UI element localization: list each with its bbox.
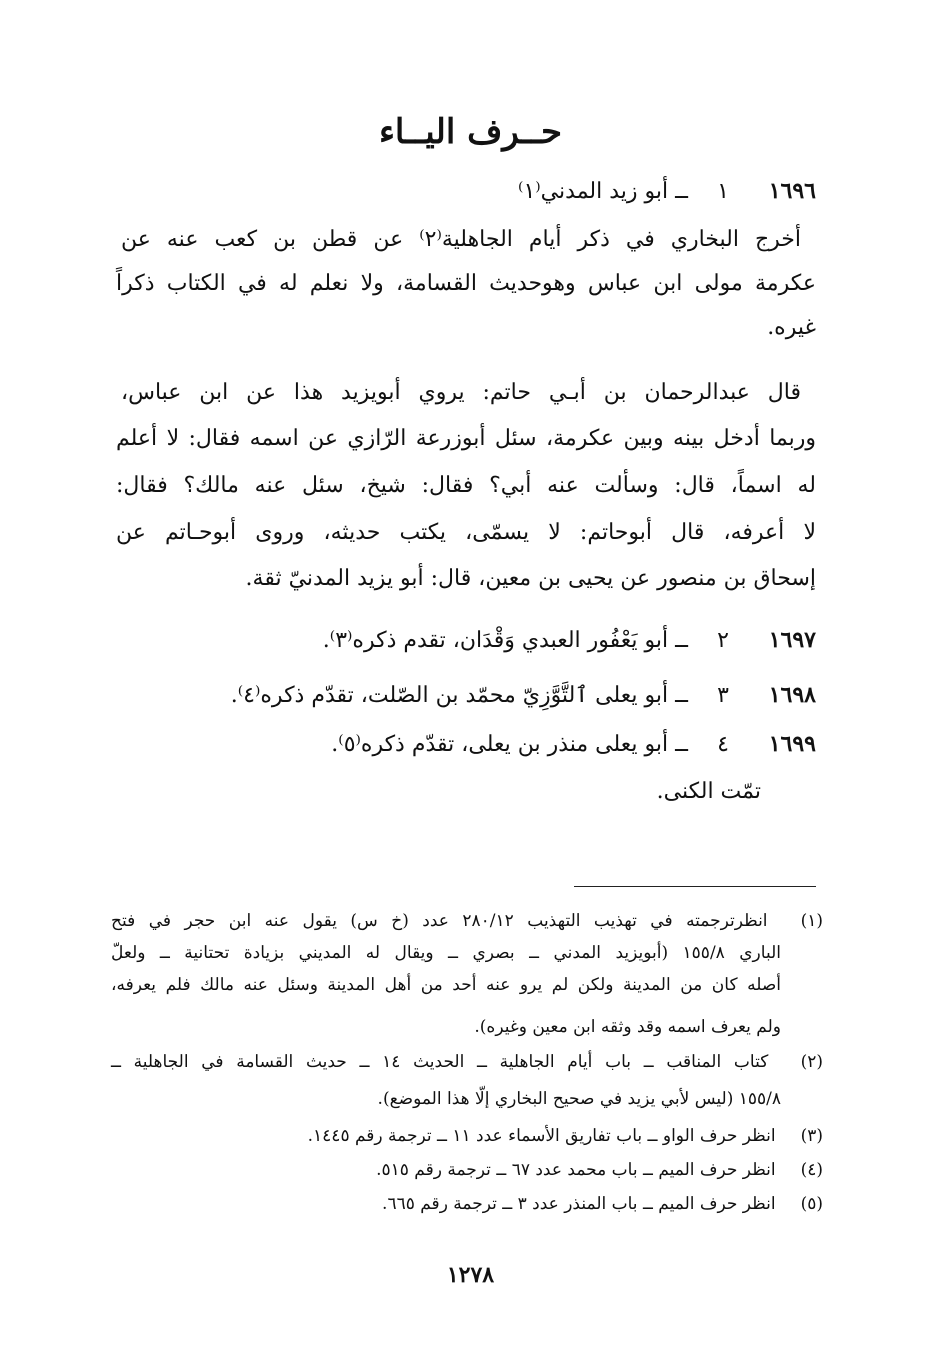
footnote-4 <box>111 1155 823 1185</box>
entry-number: ١٦٩٩ <box>768 731 816 757</box>
paragraph-line: قال عبدالرحمان بن أبـي حاتم: يروي أبويزيد هذا عن ابن عباس، <box>121 380 801 405</box>
page-number: ١٢٧٨ <box>446 1262 495 1288</box>
entry-text: ــ أبو يَعْفُور العبدي وَقْدَان، تقدم ذكره⁽٣⁾. <box>322 628 688 653</box>
section-title: حــرف اليــاء <box>378 112 563 152</box>
footnote-1 <box>111 906 823 936</box>
footnote-number: (٢) <box>800 1052 823 1072</box>
entry-text: ــ أبو يعلى منذر بن يعلى، تقدّم ذكره⁽٥⁾. <box>331 732 688 757</box>
footnote-number: (٥) <box>800 1194 823 1214</box>
footnote-text: انظر حرف الميم ــ باب المنذر عدد ٣ ــ ترجمة رقم ٦٦٥. <box>382 1194 776 1214</box>
footnote-text: انظرترجمته في تهذيب التهذيب ٢٨٠/١٢ عدد (خ س) يقول عنه ابن حجر في فتح <box>111 911 768 931</box>
entry-index: ٢ <box>717 628 729 653</box>
footnote-divider <box>574 886 816 887</box>
footnote-5 <box>111 1189 823 1219</box>
entry-1697 <box>116 624 816 657</box>
footnote-3 <box>111 1121 823 1151</box>
paragraph-line: له اسماً، قال: وسألت عنه أبي؟ فقال: شيخ، سئل عنه مالك؟ فقال: <box>116 473 816 498</box>
footnote-number: (٣) <box>800 1126 823 1146</box>
closing-text: تمّت الكنى. <box>656 779 761 804</box>
paragraph-line: عكرمة مولى ابن عباس وهوحديث القسامة، ولا نعلم له في الكتاب ذكراً <box>116 271 816 296</box>
entry-number: ١٦٩٧ <box>768 627 816 653</box>
entry-1696 <box>116 175 816 208</box>
entry-index: ٤ <box>717 732 729 757</box>
entry-number: ١٦٩٨ <box>768 682 816 708</box>
entry-1698 <box>116 679 816 712</box>
entry-1699 <box>116 728 816 761</box>
paragraph-line: إسحاق بن منصور عن يحيى بن معين، قال: أبو يزيد المدنيّ ثقة. <box>245 566 816 591</box>
entry-index: ٣ <box>717 683 729 708</box>
footnote-number: (٤) <box>800 1160 823 1180</box>
footnote-line: ١٥٥/٨ (ليس لأبي يزيد في صحيح البخاري إلّا هذا الموضع). <box>377 1089 781 1109</box>
paragraph-line: أخرج البخاري في ذكر أيام الجاهلية⁽٢⁾ عن قطن بن كعب عنه عن <box>121 227 802 252</box>
footnote-text: انظر حرف الميم ــ باب محمد عدد ٦٧ ــ ترجمة رقم ٥١٥. <box>376 1160 776 1180</box>
paragraph-line: لا أعرفه، قال أبوحاتم: لا يسمّى، يكتب حديثه، وروى أبوحـاتم عن <box>116 520 816 545</box>
footnote-2 <box>111 1047 823 1077</box>
entry-number: ١٦٩٦ <box>768 178 816 204</box>
paragraph-line: غيره. <box>767 315 816 340</box>
footnote-line: ولم يعرف اسمه وقد وثقه ابن معين وغيره). <box>474 1017 781 1037</box>
footnote-line: الباري ١٥٥/٨ (أبويزيد المدني ــ بصري ــ ويقال له المديني بزيادة تحتانية ــ ولعلّ <box>111 943 781 963</box>
footnote-text: انظر حرف الواو ــ باب تفاريق الأسماء عدد ١١ ــ ترجمة رقم ١٤٤٥. <box>307 1126 776 1146</box>
entry-text: ــ أبو زيد المدني⁽١⁾ <box>518 179 688 204</box>
footnote-text: كتاب المناقب ــ باب أيام الجاهلية ــ الحديث ١٤ ــ حديث القسامة في الجاهلية ــ <box>111 1052 769 1072</box>
entry-text: ــ أبو يعلى ٱلتَّوَّزِيّ محمّد بن الصّلت، تقدّم ذكره⁽٤⁾. <box>230 683 688 708</box>
footnote-number: (١) <box>800 911 824 931</box>
paragraph-line: وربما أدخل بينه وبين عكرمة، سئل أبوزرعة الرّازي عن اسمه فقال: لا أعلم <box>116 426 816 451</box>
footnote-line: أصله كان من المدينة ولكن لم يرو عنه أحد من أهل المدينة وسئل عنه مالك فلم يعرفه، <box>111 975 781 995</box>
entry-index: ١ <box>717 179 729 204</box>
